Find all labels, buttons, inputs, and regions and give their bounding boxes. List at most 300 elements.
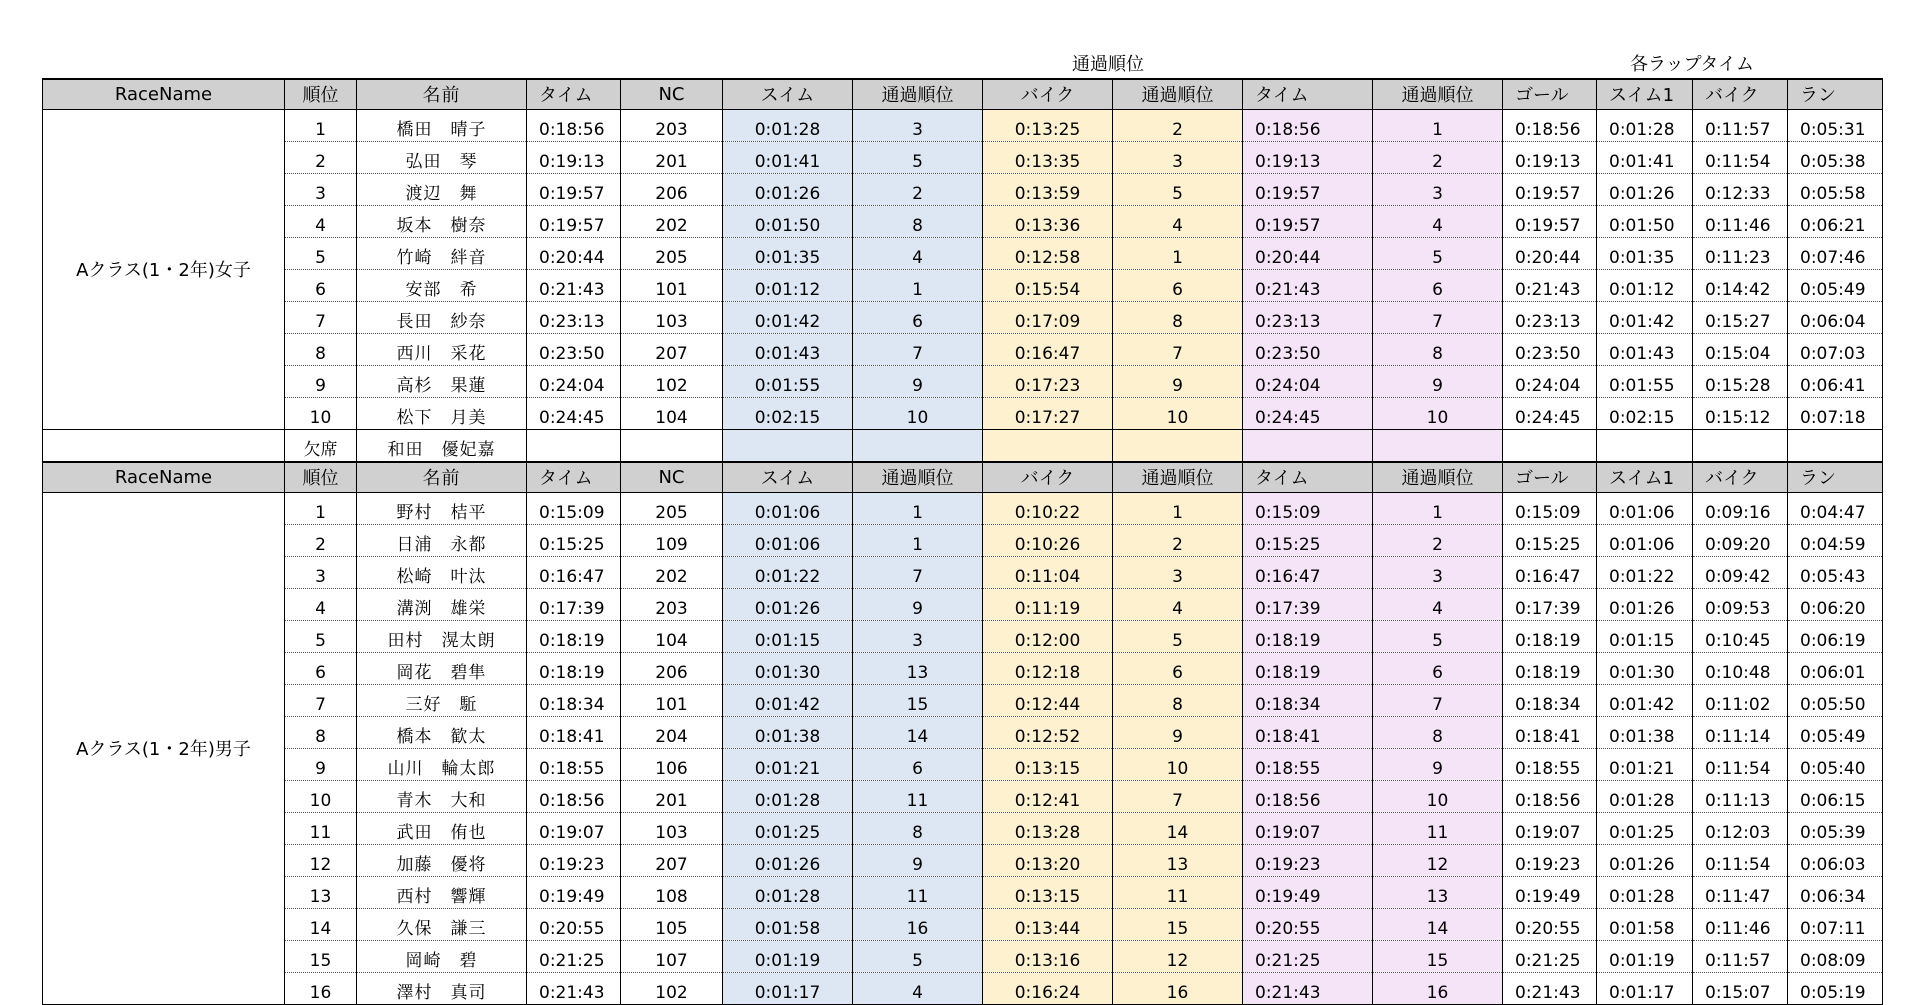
table-row xyxy=(43,653,1883,685)
lap-bike-cell: 0:12:33 xyxy=(1693,174,1788,206)
finish-time-cell: 0:23:50 xyxy=(1243,334,1373,366)
bike-time-cell: 0:17:09 xyxy=(983,302,1113,334)
lap-run-cell: 0:05:38 xyxy=(1788,142,1883,174)
swim-time-cell: 0:01:15 xyxy=(723,621,853,653)
finish-pass-rank-cell: 9 xyxy=(1373,366,1503,398)
swim-time-cell: 0:01:19 xyxy=(723,941,853,973)
bike-time-cell: 0:13:15 xyxy=(983,877,1113,909)
finish-pass-rank-cell: 14 xyxy=(1373,909,1503,941)
swim-time-cell: 0:01:43 xyxy=(723,334,853,366)
finish-time-cell: 0:18:19 xyxy=(1243,621,1373,653)
lap-goal-cell: 0:21:43 xyxy=(1503,973,1597,1005)
finish-time-cell: 0:21:25 xyxy=(1243,941,1373,973)
finish-pass-rank-cell: 4 xyxy=(1373,206,1503,238)
rank-cell: 10 xyxy=(285,781,357,813)
finish-pass-rank-cell: 15 xyxy=(1373,941,1503,973)
lap-goal-cell: 0:20:55 xyxy=(1503,909,1597,941)
nc-cell: 201 xyxy=(621,781,723,813)
swim-time-cell: 0:01:42 xyxy=(723,302,853,334)
rank-cell: 5 xyxy=(285,621,357,653)
swim-time-cell xyxy=(723,430,853,463)
lap-bike-cell: 0:15:12 xyxy=(1693,398,1788,430)
swim-pass-rank-cell: 1 xyxy=(853,493,983,525)
lap-bike-cell xyxy=(1693,430,1788,463)
table-row xyxy=(43,909,1883,941)
lap-swim1-cell: 0:01:21 xyxy=(1597,749,1693,781)
table-row xyxy=(43,813,1883,845)
nc-cell: 104 xyxy=(621,621,723,653)
bike-time-cell: 0:16:47 xyxy=(983,334,1113,366)
swim-time-cell: 0:01:42 xyxy=(723,685,853,717)
nc-cell: 106 xyxy=(621,749,723,781)
bike-pass-rank-cell: 4 xyxy=(1113,206,1243,238)
name-cell: 岡花 碧隼 xyxy=(357,653,527,685)
finish-pass-rank-cell: 13 xyxy=(1373,877,1503,909)
bike-pass-rank-cell: 15 xyxy=(1113,909,1243,941)
total-time-cell: 0:15:25 xyxy=(527,525,621,557)
bike-pass-rank-cell: 6 xyxy=(1113,270,1243,302)
finish-pass-rank-cell: 1 xyxy=(1373,110,1503,142)
swim-pass-rank-cell: 9 xyxy=(853,589,983,621)
rank-cell: 7 xyxy=(285,302,357,334)
table-row xyxy=(43,270,1883,302)
finish-time-cell: 0:18:55 xyxy=(1243,749,1373,781)
lap-goal-cell: 0:18:19 xyxy=(1503,621,1597,653)
bike-time-cell: 0:12:00 xyxy=(983,621,1113,653)
lap-goal-cell: 0:19:57 xyxy=(1503,174,1597,206)
bike-time-cell: 0:13:16 xyxy=(983,941,1113,973)
lap-bike-cell: 0:15:27 xyxy=(1693,302,1788,334)
table-row xyxy=(43,589,1883,621)
lap-swim1-cell xyxy=(1597,430,1693,463)
nc-cell: 202 xyxy=(621,557,723,589)
rank-cell: 1 xyxy=(285,110,357,142)
lap-run-cell: 0:08:09 xyxy=(1788,941,1883,973)
total-time-cell: 0:21:43 xyxy=(527,973,621,1005)
absent-row xyxy=(43,430,1883,463)
finish-time-cell: 0:18:34 xyxy=(1243,685,1373,717)
column-header-name: 名前 xyxy=(357,79,527,110)
rank-cell: 1 xyxy=(285,493,357,525)
nc-cell: 204 xyxy=(621,717,723,749)
lap-run-cell: 0:06:19 xyxy=(1788,621,1883,653)
total-time-cell: 0:21:25 xyxy=(527,941,621,973)
bike-pass-rank-cell: 8 xyxy=(1113,302,1243,334)
bike-pass-rank-cell: 9 xyxy=(1113,366,1243,398)
column-header-nc: NC xyxy=(621,79,723,110)
column-header-lap-run: ラン xyxy=(1788,462,1883,493)
swim-time-cell: 0:01:26 xyxy=(723,589,853,621)
swim-pass-rank-cell: 16 xyxy=(853,909,983,941)
nc-cell: 205 xyxy=(621,493,723,525)
column-header-lap-swim1: スイム1 xyxy=(1597,462,1693,493)
lap-bike-cell: 0:15:28 xyxy=(1693,366,1788,398)
table-row xyxy=(43,845,1883,877)
column-header-name: 名前 xyxy=(357,462,527,493)
total-time-cell: 0:20:44 xyxy=(527,238,621,270)
lap-bike-cell: 0:10:45 xyxy=(1693,621,1788,653)
rank-cell: 6 xyxy=(285,653,357,685)
rank-cell: 4 xyxy=(285,206,357,238)
bike-pass-rank-cell: 3 xyxy=(1113,142,1243,174)
total-time-cell: 0:23:50 xyxy=(527,334,621,366)
finish-time-cell: 0:15:25 xyxy=(1243,525,1373,557)
lap-goal-cell: 0:20:44 xyxy=(1503,238,1597,270)
total-time-cell xyxy=(527,430,621,463)
name-cell: 橋田 晴子 xyxy=(357,110,527,142)
lap-run-cell: 0:06:01 xyxy=(1788,653,1883,685)
rank-cell: 11 xyxy=(285,813,357,845)
table-row xyxy=(43,525,1883,557)
bike-pass-rank-cell: 2 xyxy=(1113,525,1243,557)
table-row xyxy=(43,398,1883,430)
name-cell: 青木 大和 xyxy=(357,781,527,813)
nc-cell: 108 xyxy=(621,877,723,909)
nc-cell: 205 xyxy=(621,238,723,270)
finish-time-cell: 0:19:49 xyxy=(1243,877,1373,909)
column-header-swim-time: スイム xyxy=(723,462,853,493)
column-header-total-time: タイム xyxy=(527,79,621,110)
total-time-cell: 0:24:45 xyxy=(527,398,621,430)
lap-bike-cell: 0:11:54 xyxy=(1693,142,1788,174)
finish-pass-rank-cell xyxy=(1373,430,1503,463)
lap-bike-cell: 0:12:03 xyxy=(1693,813,1788,845)
lap-goal-cell: 0:18:56 xyxy=(1503,781,1597,813)
name-cell: 長田 紗奈 xyxy=(357,302,527,334)
column-header-swim-pass-rank: 通過順位 xyxy=(853,462,983,493)
lap-swim1-cell: 0:01:17 xyxy=(1597,973,1693,1005)
finish-time-cell: 0:20:44 xyxy=(1243,238,1373,270)
lap-bike-cell: 0:11:02 xyxy=(1693,685,1788,717)
nc-cell: 105 xyxy=(621,909,723,941)
nc-cell xyxy=(621,430,723,463)
name-cell: 西川 采花 xyxy=(357,334,527,366)
swim-pass-rank-cell: 9 xyxy=(853,366,983,398)
rank-cell: 3 xyxy=(285,174,357,206)
total-time-cell: 0:19:23 xyxy=(527,845,621,877)
total-time-cell: 0:19:49 xyxy=(527,877,621,909)
bike-pass-rank-cell: 6 xyxy=(1113,653,1243,685)
bike-time-cell: 0:13:20 xyxy=(983,845,1113,877)
nc-cell: 203 xyxy=(621,589,723,621)
swim-time-cell: 0:01:28 xyxy=(723,877,853,909)
table-row xyxy=(43,973,1883,1005)
lap-bike-cell: 0:11:13 xyxy=(1693,781,1788,813)
table-row xyxy=(43,366,1883,398)
bike-time-cell: 0:12:52 xyxy=(983,717,1113,749)
finish-pass-rank-cell: 5 xyxy=(1373,621,1503,653)
swim-time-cell: 0:01:41 xyxy=(723,142,853,174)
rank-cell: 2 xyxy=(285,525,357,557)
swim-pass-rank-cell: 6 xyxy=(853,302,983,334)
lap-goal-cell: 0:19:07 xyxy=(1503,813,1597,845)
nc-cell: 201 xyxy=(621,142,723,174)
bike-pass-rank-cell: 7 xyxy=(1113,334,1243,366)
name-cell: 山川 輪太郎 xyxy=(357,749,527,781)
bike-time-cell: 0:13:25 xyxy=(983,110,1113,142)
column-header-lap-goal: ゴール xyxy=(1503,79,1597,110)
lap-run-cell: 0:05:49 xyxy=(1788,270,1883,302)
lap-run-cell: 0:05:39 xyxy=(1788,813,1883,845)
bike-pass-rank-cell: 11 xyxy=(1113,877,1243,909)
total-time-cell: 0:18:19 xyxy=(527,653,621,685)
total-time-cell: 0:21:43 xyxy=(527,270,621,302)
bike-pass-rank-cell: 8 xyxy=(1113,685,1243,717)
results-table xyxy=(42,78,1883,1005)
finish-time-cell: 0:20:55 xyxy=(1243,909,1373,941)
swim-pass-rank-cell: 10 xyxy=(853,398,983,430)
column-header-race-name: RaceName xyxy=(43,79,285,110)
finish-pass-rank-cell: 6 xyxy=(1373,270,1503,302)
finish-pass-rank-cell: 9 xyxy=(1373,749,1503,781)
bike-time-cell: 0:16:24 xyxy=(983,973,1113,1005)
name-cell: 弘田 琴 xyxy=(357,142,527,174)
lap-goal-cell: 0:15:09 xyxy=(1503,493,1597,525)
rank-cell: 3 xyxy=(285,557,357,589)
lap-run-cell: 0:06:34 xyxy=(1788,877,1883,909)
lap-goal-cell xyxy=(1503,430,1597,463)
column-header-swim-time: スイム xyxy=(723,79,853,110)
name-cell: 野村 桔平 xyxy=(357,493,527,525)
swim-time-cell: 0:01:35 xyxy=(723,238,853,270)
finish-pass-rank-cell: 8 xyxy=(1373,717,1503,749)
lap-run-cell: 0:05:49 xyxy=(1788,717,1883,749)
name-cell: 竹崎 絆音 xyxy=(357,238,527,270)
column-header-bike-pass-rank: 通過順位 xyxy=(1113,79,1243,110)
bike-time-cell: 0:13:15 xyxy=(983,749,1113,781)
rank-cell: 8 xyxy=(285,334,357,366)
lap-run-cell: 0:07:11 xyxy=(1788,909,1883,941)
lap-swim1-cell: 0:01:06 xyxy=(1597,493,1693,525)
column-header-rank: 順位 xyxy=(285,462,357,493)
lap-swim1-cell: 0:01:28 xyxy=(1597,110,1693,142)
lap-swim1-cell: 0:01:06 xyxy=(1597,525,1693,557)
nc-cell: 102 xyxy=(621,366,723,398)
finish-time-cell: 0:19:57 xyxy=(1243,174,1373,206)
lap-goal-cell: 0:18:19 xyxy=(1503,653,1597,685)
nc-cell: 203 xyxy=(621,110,723,142)
bike-time-cell: 0:13:28 xyxy=(983,813,1113,845)
finish-time-cell: 0:16:47 xyxy=(1243,557,1373,589)
swim-time-cell: 0:01:26 xyxy=(723,845,853,877)
rank-cell: 5 xyxy=(285,238,357,270)
total-time-cell: 0:16:47 xyxy=(527,557,621,589)
table-row xyxy=(43,206,1883,238)
total-time-cell: 0:17:39 xyxy=(527,589,621,621)
table-row xyxy=(43,174,1883,206)
race-name-cell xyxy=(43,430,285,463)
lap-bike-cell: 0:11:54 xyxy=(1693,845,1788,877)
finish-pass-rank-cell: 4 xyxy=(1373,589,1503,621)
finish-time-cell: 0:24:04 xyxy=(1243,366,1373,398)
lap-goal-cell: 0:21:43 xyxy=(1503,270,1597,302)
bike-time-cell: 0:11:04 xyxy=(983,557,1113,589)
swim-pass-rank-cell: 2 xyxy=(853,174,983,206)
bike-pass-rank-cell: 10 xyxy=(1113,398,1243,430)
column-header-bike-time: バイク xyxy=(983,462,1113,493)
bike-time-cell: 0:13:44 xyxy=(983,909,1113,941)
name-cell: 溝渕 雄栄 xyxy=(357,589,527,621)
lap-swim1-cell: 0:01:28 xyxy=(1597,781,1693,813)
finish-time-cell: 0:19:07 xyxy=(1243,813,1373,845)
lap-swim1-cell: 0:01:58 xyxy=(1597,909,1693,941)
total-time-cell: 0:23:13 xyxy=(527,302,621,334)
lap-goal-cell: 0:17:39 xyxy=(1503,589,1597,621)
bike-time-cell: 0:12:18 xyxy=(983,653,1113,685)
lap-run-cell: 0:06:20 xyxy=(1788,589,1883,621)
lap-swim1-cell: 0:01:42 xyxy=(1597,685,1693,717)
total-time-cell: 0:19:13 xyxy=(527,142,621,174)
name-cell: 岡崎 碧 xyxy=(357,941,527,973)
nc-cell: 202 xyxy=(621,206,723,238)
absent-label: 欠席 xyxy=(285,430,357,463)
column-header-total-time: タイム xyxy=(527,462,621,493)
absent-name: 和田 優妃嘉 xyxy=(357,430,527,463)
rank-cell: 6 xyxy=(285,270,357,302)
lap-run-cell: 0:06:15 xyxy=(1788,781,1883,813)
lap-run-cell: 0:05:31 xyxy=(1788,110,1883,142)
lap-swim1-cell: 0:01:55 xyxy=(1597,366,1693,398)
lap-swim1-cell: 0:01:35 xyxy=(1597,238,1693,270)
table-row xyxy=(43,557,1883,589)
lap-bike-cell: 0:14:42 xyxy=(1693,270,1788,302)
finish-time-cell: 0:21:43 xyxy=(1243,270,1373,302)
name-cell: 澤村 真司 xyxy=(357,973,527,1005)
swim-time-cell: 0:01:38 xyxy=(723,717,853,749)
lap-bike-cell: 0:15:07 xyxy=(1693,973,1788,1005)
lap-goal-cell: 0:15:25 xyxy=(1503,525,1597,557)
total-time-cell: 0:18:34 xyxy=(527,685,621,717)
name-cell: 橋本 歓太 xyxy=(357,717,527,749)
rank-cell: 10 xyxy=(285,398,357,430)
bike-time-cell: 0:17:23 xyxy=(983,366,1113,398)
bike-time-cell: 0:12:44 xyxy=(983,685,1113,717)
swim-pass-rank-cell: 1 xyxy=(853,270,983,302)
lap-swim1-cell: 0:01:26 xyxy=(1597,174,1693,206)
lap-bike-cell: 0:11:57 xyxy=(1693,110,1788,142)
rank-cell: 7 xyxy=(285,685,357,717)
finish-time-cell: 0:18:41 xyxy=(1243,717,1373,749)
bike-time-cell: 0:17:27 xyxy=(983,398,1113,430)
name-cell: 坂本 樹奈 xyxy=(357,206,527,238)
lap-goal-cell: 0:16:47 xyxy=(1503,557,1597,589)
total-time-cell: 0:19:57 xyxy=(527,174,621,206)
finish-pass-rank-cell: 16 xyxy=(1373,973,1503,1005)
lap-run-cell: 0:07:46 xyxy=(1788,238,1883,270)
bike-time-cell: 0:15:54 xyxy=(983,270,1113,302)
table-row xyxy=(43,877,1883,909)
lap-goal-cell: 0:19:57 xyxy=(1503,206,1597,238)
name-cell: 久保 謙三 xyxy=(357,909,527,941)
lap-bike-cell: 0:11:46 xyxy=(1693,206,1788,238)
bike-time-cell: 0:10:22 xyxy=(983,493,1113,525)
bike-time-cell: 0:13:36 xyxy=(983,206,1113,238)
swim-pass-rank-cell: 11 xyxy=(853,877,983,909)
total-time-cell: 0:15:09 xyxy=(527,493,621,525)
total-time-cell: 0:20:55 xyxy=(527,909,621,941)
bike-pass-rank-cell: 16 xyxy=(1113,973,1243,1005)
rank-cell: 12 xyxy=(285,845,357,877)
table-row xyxy=(43,621,1883,653)
column-header-finish-pass-rank: 通過順位 xyxy=(1373,462,1503,493)
bike-pass-rank-cell: 9 xyxy=(1113,717,1243,749)
swim-pass-rank-cell: 15 xyxy=(853,685,983,717)
rank-cell: 2 xyxy=(285,142,357,174)
table-row xyxy=(43,685,1883,717)
race-name-cell: Aクラス(1・2年)女子 xyxy=(43,110,285,430)
total-time-cell: 0:18:56 xyxy=(527,110,621,142)
lap-bike-cell: 0:15:04 xyxy=(1693,334,1788,366)
lap-swim1-cell: 0:01:42 xyxy=(1597,302,1693,334)
rank-cell: 13 xyxy=(285,877,357,909)
swim-pass-rank-cell: 1 xyxy=(853,525,983,557)
lap-goal-cell: 0:21:25 xyxy=(1503,941,1597,973)
bike-time-cell: 0:11:19 xyxy=(983,589,1113,621)
bike-time-cell: 0:12:41 xyxy=(983,781,1113,813)
lap-swim1-cell: 0:01:26 xyxy=(1597,589,1693,621)
name-cell: 渡辺 舞 xyxy=(357,174,527,206)
table-row xyxy=(43,302,1883,334)
rank-cell: 9 xyxy=(285,366,357,398)
finish-pass-rank-cell: 10 xyxy=(1373,781,1503,813)
lap-times-label: 各ラップタイム xyxy=(1630,54,1755,75)
column-header-finish-time: タイム xyxy=(1243,462,1373,493)
swim-time-cell: 0:02:15 xyxy=(723,398,853,430)
results-sheet xyxy=(42,48,1882,1005)
name-cell: 安部 希 xyxy=(357,270,527,302)
column-header-bike-time: バイク xyxy=(983,79,1113,110)
swim-time-cell: 0:01:06 xyxy=(723,493,853,525)
lap-goal-cell: 0:19:23 xyxy=(1503,845,1597,877)
finish-time-cell: 0:23:13 xyxy=(1243,302,1373,334)
lap-run-cell: 0:07:18 xyxy=(1788,398,1883,430)
swim-time-cell: 0:01:28 xyxy=(723,110,853,142)
nc-cell: 206 xyxy=(621,653,723,685)
column-header-lap-goal: ゴール xyxy=(1503,462,1597,493)
lap-goal-cell: 0:18:56 xyxy=(1503,110,1597,142)
finish-time-cell: 0:19:57 xyxy=(1243,206,1373,238)
swim-time-cell: 0:01:26 xyxy=(723,174,853,206)
column-header-nc: NC xyxy=(621,462,723,493)
table-row xyxy=(43,749,1883,781)
nc-cell: 104 xyxy=(621,398,723,430)
swim-time-cell: 0:01:50 xyxy=(723,206,853,238)
finish-time-cell: 0:15:09 xyxy=(1243,493,1373,525)
lap-goal-cell: 0:23:13 xyxy=(1503,302,1597,334)
swim-pass-rank-cell: 3 xyxy=(853,621,983,653)
column-header-rank: 順位 xyxy=(285,79,357,110)
bike-time-cell xyxy=(983,430,1113,463)
lap-run-cell: 0:06:03 xyxy=(1788,845,1883,877)
finish-pass-rank-cell: 1 xyxy=(1373,493,1503,525)
finish-pass-rank-cell: 3 xyxy=(1373,174,1503,206)
lap-goal-cell: 0:24:45 xyxy=(1503,398,1597,430)
rank-cell: 15 xyxy=(285,941,357,973)
swim-time-cell: 0:01:30 xyxy=(723,653,853,685)
lap-swim1-cell: 0:01:43 xyxy=(1597,334,1693,366)
bike-time-cell: 0:13:35 xyxy=(983,142,1113,174)
race-name-cell: Aクラス(1・2年)男子 xyxy=(43,493,285,1005)
table-row xyxy=(43,110,1883,142)
finish-time-cell: 0:18:56 xyxy=(1243,781,1373,813)
bike-pass-rank-cell: 4 xyxy=(1113,589,1243,621)
swim-time-cell: 0:01:58 xyxy=(723,909,853,941)
rank-cell: 14 xyxy=(285,909,357,941)
nc-cell: 102 xyxy=(621,973,723,1005)
name-cell: 加藤 優将 xyxy=(357,845,527,877)
finish-pass-rank-cell: 2 xyxy=(1373,525,1503,557)
bike-time-cell: 0:12:58 xyxy=(983,238,1113,270)
